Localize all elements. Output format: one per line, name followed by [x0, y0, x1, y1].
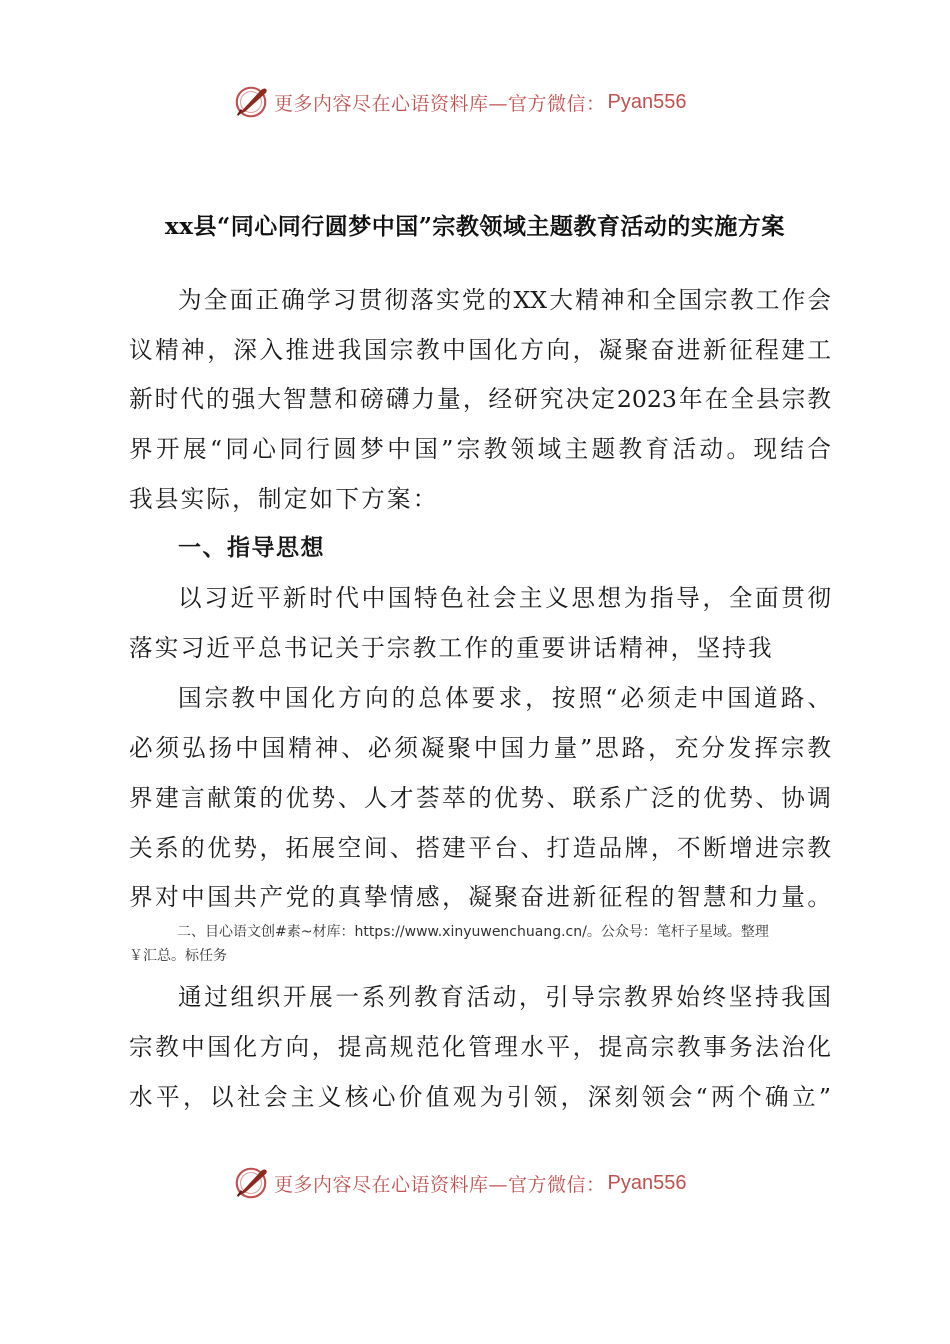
intro-line: 为全面正确学习贯彻落实党的XX大精神和全国宗教工作会: [178, 286, 831, 314]
body-line: 落实习近平总书记关于宗教工作的重要讲话精神，坚持我: [129, 634, 774, 662]
intro-line: 我县实际，制定如下方案：: [129, 485, 439, 513]
source-note: 二、目心语文创#素~材库：https://www.xinyuwenchuang.cn/。公众号：笔杆子星域。整理: [177, 924, 769, 940]
body-line: 界对中国共产党的真挚情感，凝聚奋进新征程的智慧和力量。: [129, 883, 831, 911]
banner-wechat-id: Pyan556: [607, 1171, 687, 1194]
intro-line: 议精神，深入推进我国宗教中国化方向，凝聚奋进新征程建工: [129, 336, 831, 364]
body-line: 宗教中国化方向，提高规范化管理水平，提高宗教事务法治化: [129, 1033, 831, 1061]
banner-text: 更多内容尽在心语资料库—官方微信：: [274, 92, 606, 115]
body-line: 关系的优势，拓展空间、搭建平台、打造品牌，不断增进宗教: [129, 834, 831, 862]
body-line: 以习近平新时代中国特色社会主义思想为指导，全面贯彻: [178, 584, 831, 612]
header-banner: [232, 82, 686, 122]
banner-wechat-id: Pyan556: [607, 90, 687, 113]
body-line: 通过组织开展一系列教育活动，引导宗教界始终坚持我国: [178, 983, 831, 1011]
source-note: ￥汇总。标任务: [129, 948, 227, 964]
quill-pen-logo-icon: [232, 83, 270, 121]
section-heading: 一、指导思想: [178, 535, 325, 561]
banner-text: 更多内容尽在心语资料库—官方微信：: [274, 1173, 606, 1196]
footer-banner: [232, 1163, 686, 1203]
body-line: 必须弘扬中国精神、必须凝聚中国力量”思路，充分发挥宗教: [129, 734, 831, 762]
body-line: 界建言献策的优势、人才荟萃的优势、联系广泛的优势、协调: [129, 784, 831, 812]
quill-pen-logo-icon: [232, 1164, 270, 1202]
body-line: 水平，以社会主义核心价值观为引领，深刻领会“两个确立”: [129, 1083, 831, 1111]
body-line: 国宗教中国化方向的总体要求，按照“必须走中国道路、: [178, 684, 831, 712]
intro-line: 界开展“同心同行圆梦中国”宗教领域主题教育活动。现结合: [129, 435, 831, 463]
intro-line: 新时代的强大智慧和磅礴力量，经研究决定2023年在全县宗教: [129, 385, 831, 413]
document-title: xx县“同心同行圆梦中国”宗教领域主题教育活动的实施方案: [165, 213, 785, 240]
